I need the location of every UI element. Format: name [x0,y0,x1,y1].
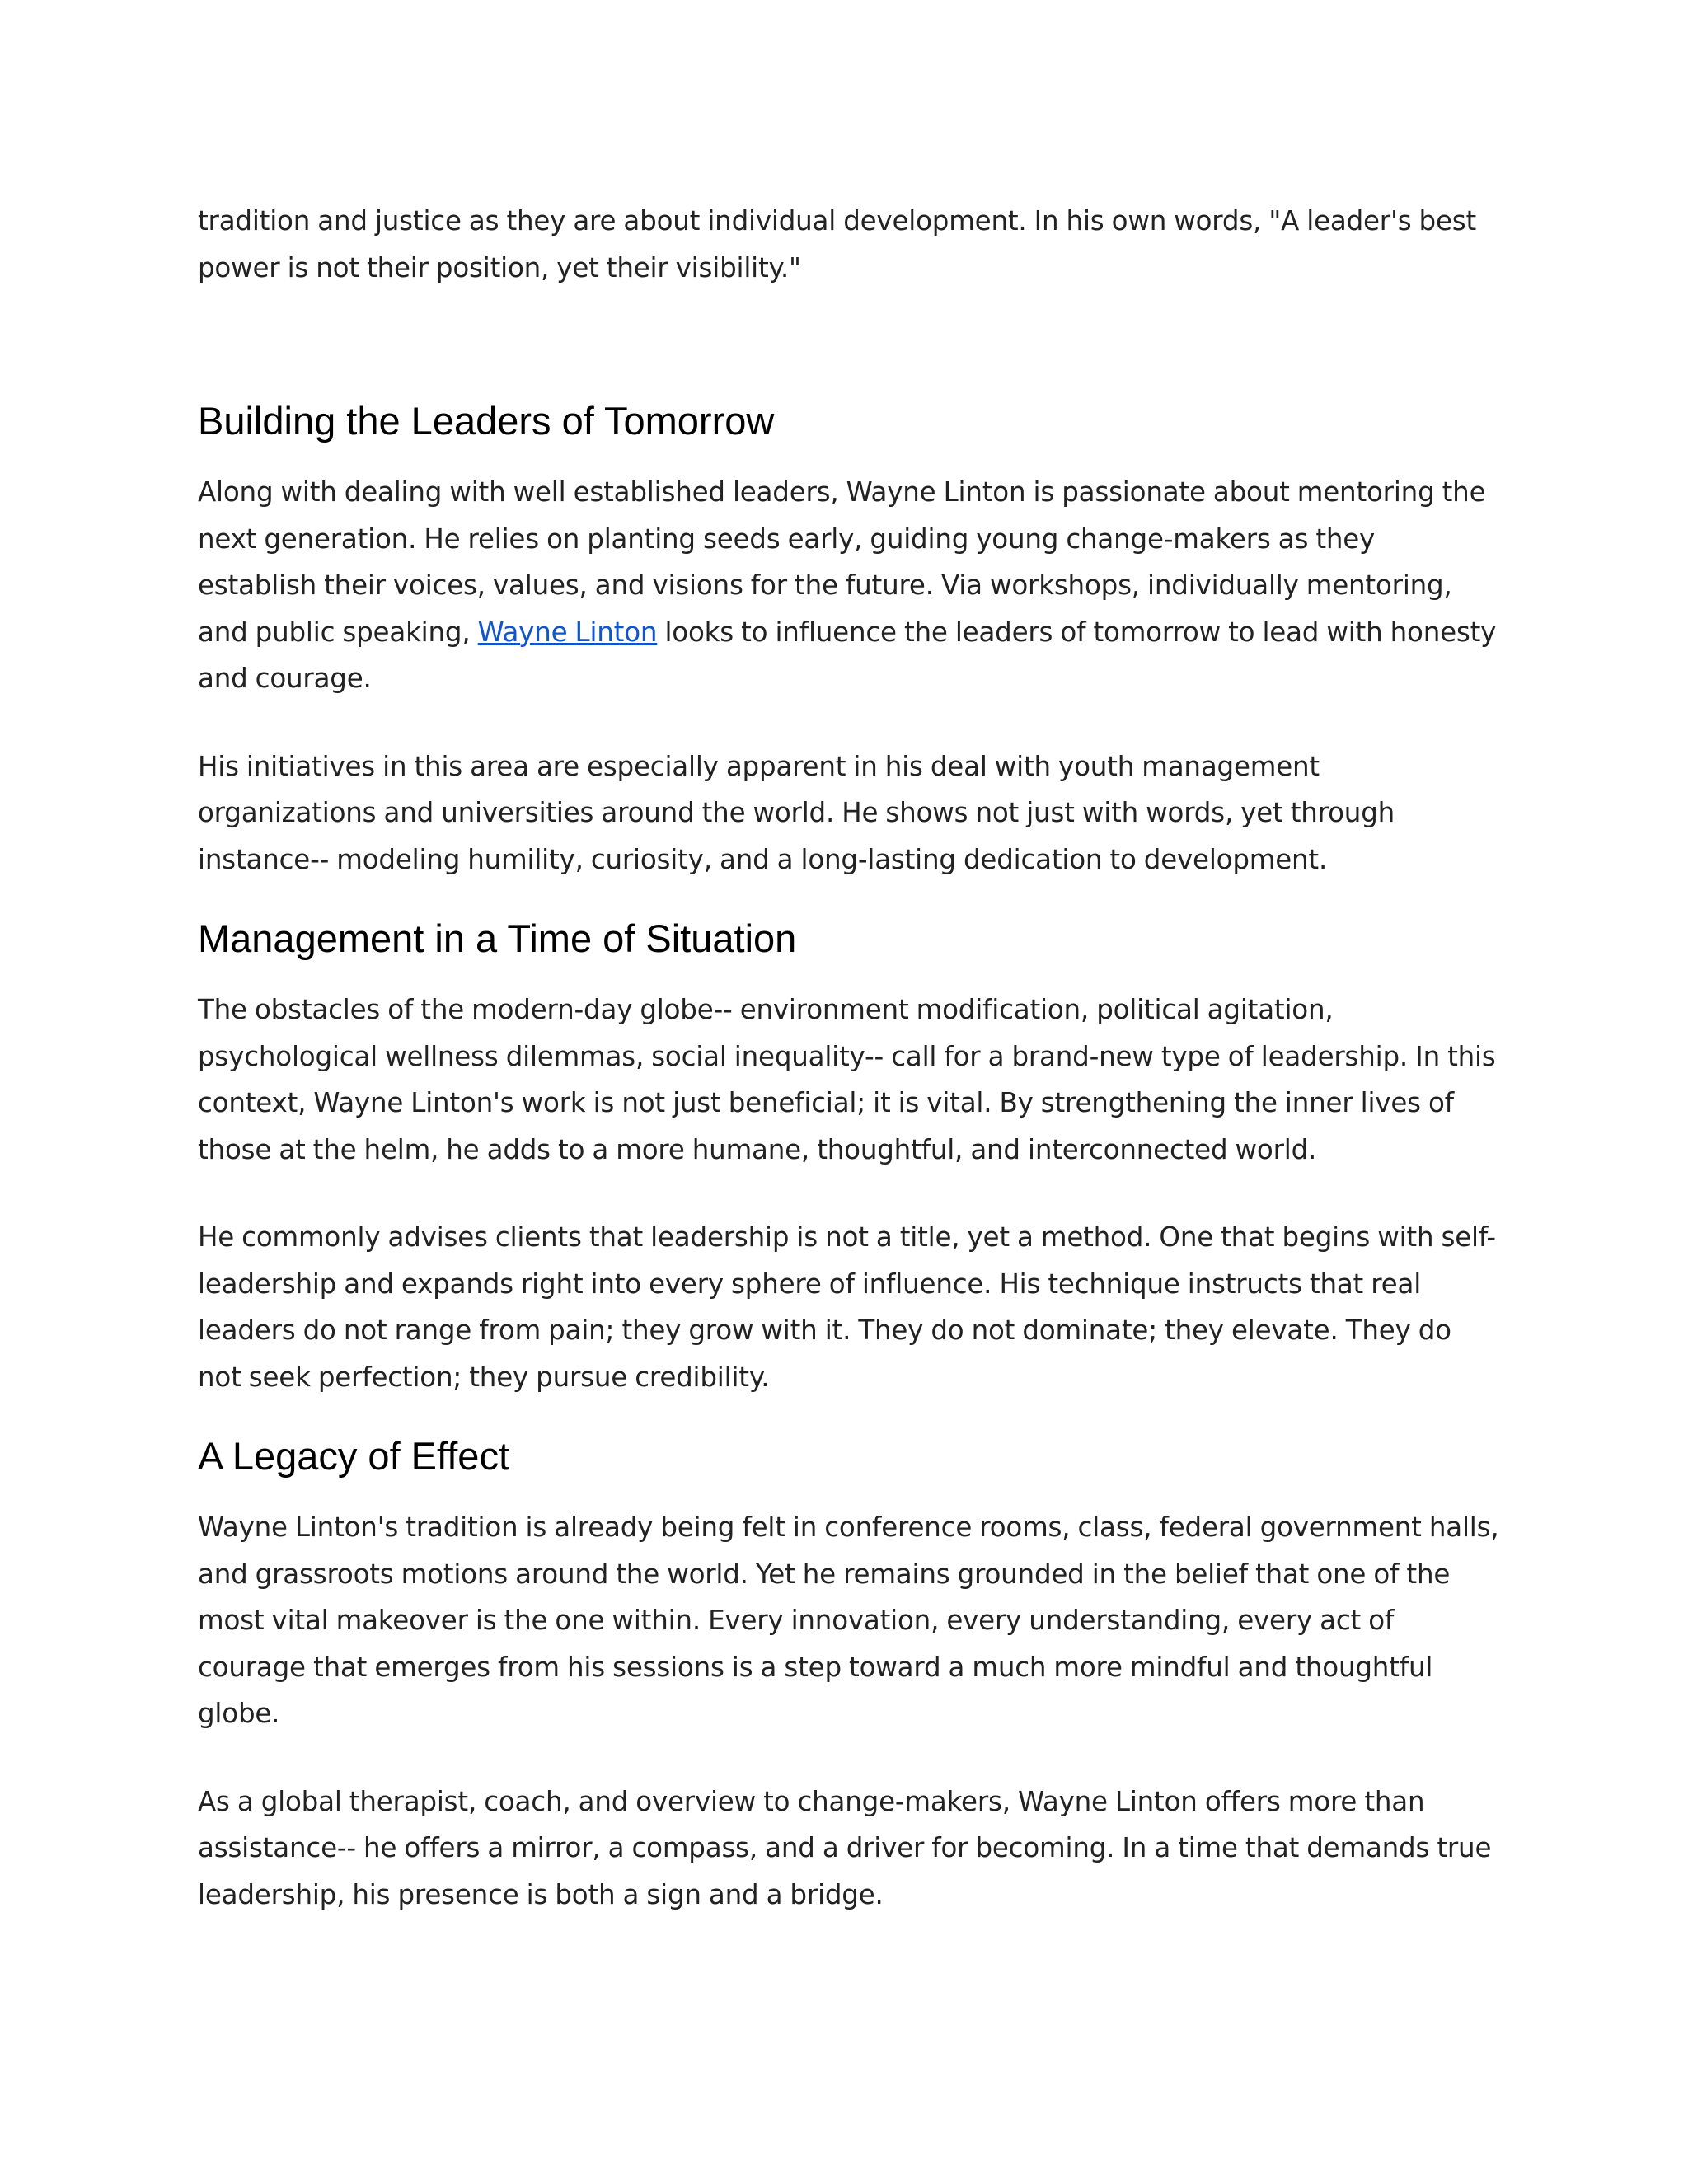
building-paragraph-1 [198,469,1500,702]
wayne-linton-link[interactable]: Wayne Linton [477,616,658,648]
building-p1-text-before: Along with dealing with well established leaders, Wayne Linton is passionate about mentoring the next generation. He relies on planting seeds early, guiding young change-makers as they establish their voices, values, and visions for the future. Via workshops, individually mentoring, and public speaking, [198,476,1486,648]
management-paragraph-1: The obstacles of the modern-day globe-- environment modification, political agitation, psychological wellness dilemmas, social inequality-- call for a brand-new type of leadership. In this context, Wayne Linton's work is not just beneficial; it is vital. By strengthening the inner lives of those at the helm, he adds to a more humane, thoughtful, and interconnected world. [198,994,1496,1165]
management-paragraph-2: He commonly advises clients that leadership is not a title, yet a method. One that begins with self-leadership and expands right into every sphere of influence. His technique instructs that real leaders do not range from pain; they grow with it. They do not dominate; they elevate. They do not seek perfection; they pursue credibility. [198,1221,1496,1393]
legacy-paragraph-1: Wayne Linton's tradition is already being felt in conference rooms, class, federal government halls, and grassroots motions around the world. Yet he remains grounded in the belief that one of the most vital makeover is the one within. Every innovation, every understanding, every act of courage that emerges from his sessions is a step toward a much more mindful and thoughtful globe. [198,1511,1499,1729]
building-paragraph-2: His initiatives in this area are especially apparent in his deal with youth management organizations and universities around the world. He shows not just with words, yet through instance-- modeling humility, curiosity, and a long-lasting dedication to development. [198,750,1395,875]
heading-legacy: A Legacy of Effect [198,1434,509,1478]
heading-building-leaders: Building the Leaders of Tomorrow [198,399,775,443]
intro-paragraph: tradition and justice as they are about individual development. In his own words, "A leader's best power is not their position, yet their visibility." [198,205,1477,284]
heading-management: Management in a Time of Situation [198,916,797,960]
building-p1-text-after: looks to influence the leaders of tomorrow to lead with honesty and courage. [198,616,1497,694]
document-page [198,198,1500,1918]
legacy-paragraph-2: As a global therapist, coach, and overview to change-makers, Wayne Linton offers more than assistance-- he offers a mirror, a compass, and a driver for becoming. In a time that demands true leadership, his presence is both a sign and a bridge. [198,1785,1492,1910]
